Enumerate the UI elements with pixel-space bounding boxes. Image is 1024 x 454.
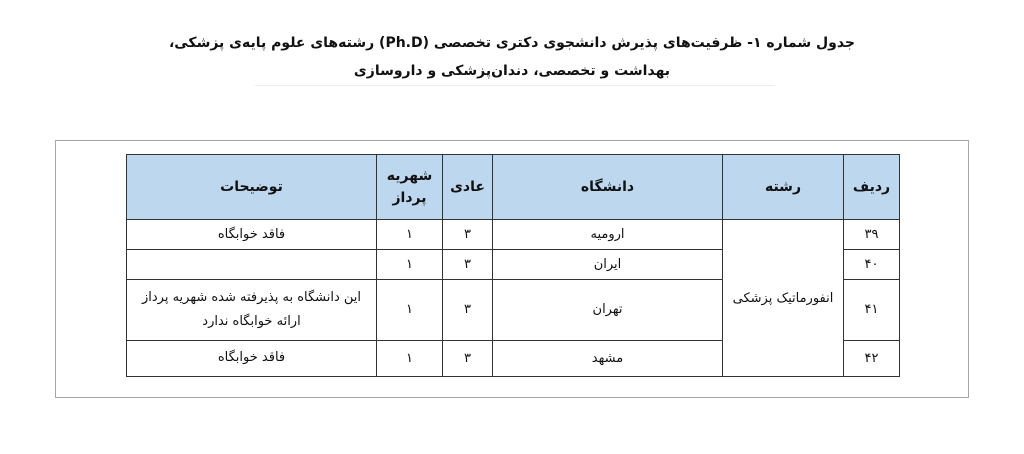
tuition-capacity: ۱ <box>377 220 443 250</box>
row-number: ۴۰ <box>844 250 900 279</box>
header-university: دانشگاه <box>493 155 723 220</box>
notes: فاقد خوابگاه <box>127 340 377 377</box>
notes <box>127 250 377 279</box>
tuition-capacity: ۱ <box>377 250 443 279</box>
admission-capacity-table <box>126 154 900 377</box>
header-notes: توضیحات <box>127 155 377 220</box>
regular-capacity: ۳ <box>443 340 493 377</box>
table-header-row <box>127 155 900 220</box>
table-caption-line-2: بهداشت و تخصصی، دندان‌پزشکی و داروسازی <box>353 63 671 79</box>
notes: این دانشگاه به پذیرفته شده شهریه پرداز ارائه خوابگاه ندارد <box>127 279 377 340</box>
notes: فاقد خوابگاه <box>127 220 377 250</box>
tuition-capacity: ۱ <box>377 340 443 377</box>
table-row <box>127 220 900 250</box>
header-regular: عادی <box>443 155 493 220</box>
university-name: مشهد <box>493 340 723 377</box>
row-number: ۳۹ <box>844 220 900 250</box>
university-name: تهران <box>493 279 723 340</box>
field-name: انفورماتیک پزشکی <box>723 220 844 377</box>
header-row-number: ردیف <box>844 155 900 220</box>
table-caption-line-1: جدول شماره ۱- ظرفیت‌های پذیرش دانشجوی دکتری تخصصی (Ph.D) رشته‌های علوم پایه‌ی پزشکی، <box>168 35 856 51</box>
header-tuition-paying: شهریه پرداز <box>377 155 443 220</box>
regular-capacity: ۳ <box>443 250 493 279</box>
regular-capacity: ۳ <box>443 279 493 340</box>
university-name: ایران <box>493 250 723 279</box>
caption-underline <box>255 85 775 86</box>
regular-capacity: ۳ <box>443 220 493 250</box>
tuition-capacity: ۱ <box>377 279 443 340</box>
header-field: رشته <box>723 155 844 220</box>
row-number: ۴۱ <box>844 279 900 340</box>
university-name: ارومیه <box>493 220 723 250</box>
row-number: ۴۲ <box>844 340 900 377</box>
